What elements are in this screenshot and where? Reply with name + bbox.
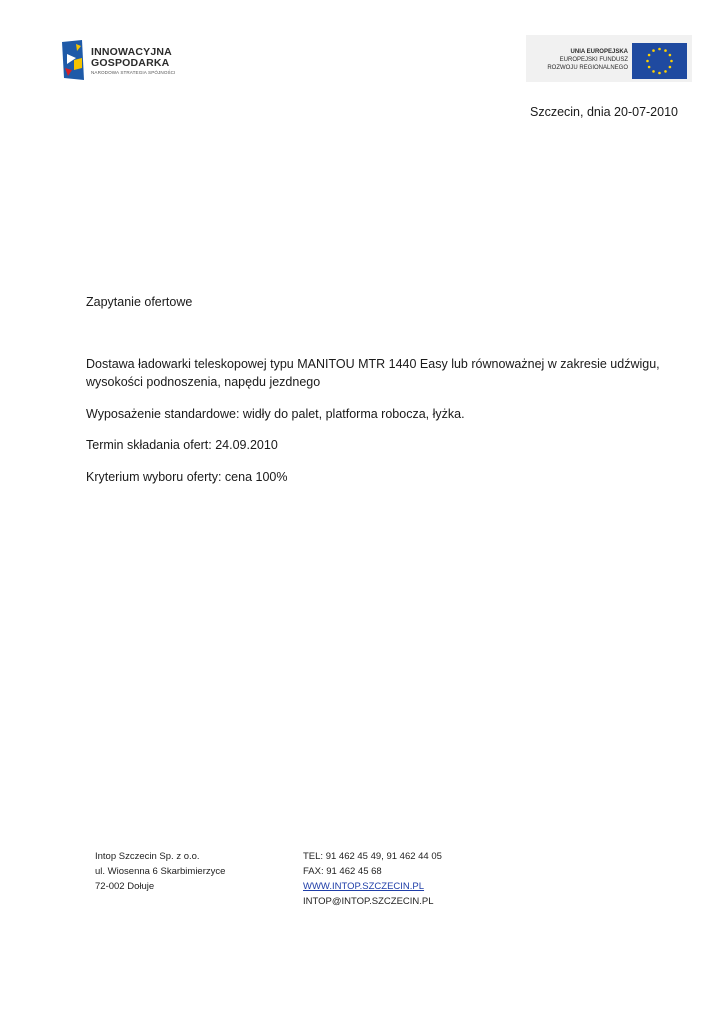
- eu-logo-line3: ROZWOJU REGIONALNEGO: [547, 65, 628, 71]
- place-date: Szczecin, dnia 20-07-2010: [529, 105, 678, 119]
- footer-company: Intop Szczecin Sp. z o.o.: [95, 851, 200, 862]
- innowacyjna-gospodarka-emblem-icon: [62, 40, 88, 80]
- eu-flag-icon: [632, 43, 687, 79]
- footer-city: 72-002 Dołuje: [95, 881, 155, 892]
- eu-logo-text: [547, 48, 628, 72]
- footer-fax: FAX: 91 462 45 68: [303, 866, 382, 877]
- letter-subject: Zapytanie ofertowe: [86, 295, 193, 309]
- selection-criterion: Kryterium wyboru oferty: cena 100%: [86, 470, 288, 484]
- footer-contact: [303, 849, 442, 909]
- standard-equipment: Wyposażenie standardowe: widły do palet, platforma robocza, łyżka.: [86, 407, 465, 421]
- delivery-description: Dostawa ładowarki teleskopowej typu MANITOU MTR 1440 Easy lub równoważnej w zakresie udźwigu, wysokości podnoszenia, napędu jezdnego: [86, 357, 660, 389]
- logo-tagline: NARODOWA STRATEGIA SPÓJNOŚCI: [91, 70, 176, 75]
- footer-address: [95, 849, 225, 894]
- offer-deadline: Termin składania ofert: 24.09.2010: [86, 438, 278, 452]
- eu-logo-line1: UNIA EUROPEJSKA: [570, 49, 628, 55]
- logo-title-line2: GOSPODARKA: [91, 57, 170, 69]
- footer-website-link[interactable]: WWW.INTOP.SZCZECIN.PL: [303, 881, 425, 892]
- footer-street: ul. Wiosenna 6 Skarbimierzyce: [95, 866, 226, 877]
- logo-title-line1: INNOWACYJNA: [91, 46, 172, 58]
- innowacyjna-gospodarka-logo: [62, 40, 182, 80]
- eu-logo: [526, 35, 692, 82]
- footer-email: INTOP@INTOP.SZCZECIN.PL: [303, 896, 434, 907]
- eu-logo-line2: EUROPEJSKI FUNDUSZ: [559, 57, 628, 63]
- footer-tel: TEL: 91 462 45 49, 91 462 44 05: [303, 851, 442, 862]
